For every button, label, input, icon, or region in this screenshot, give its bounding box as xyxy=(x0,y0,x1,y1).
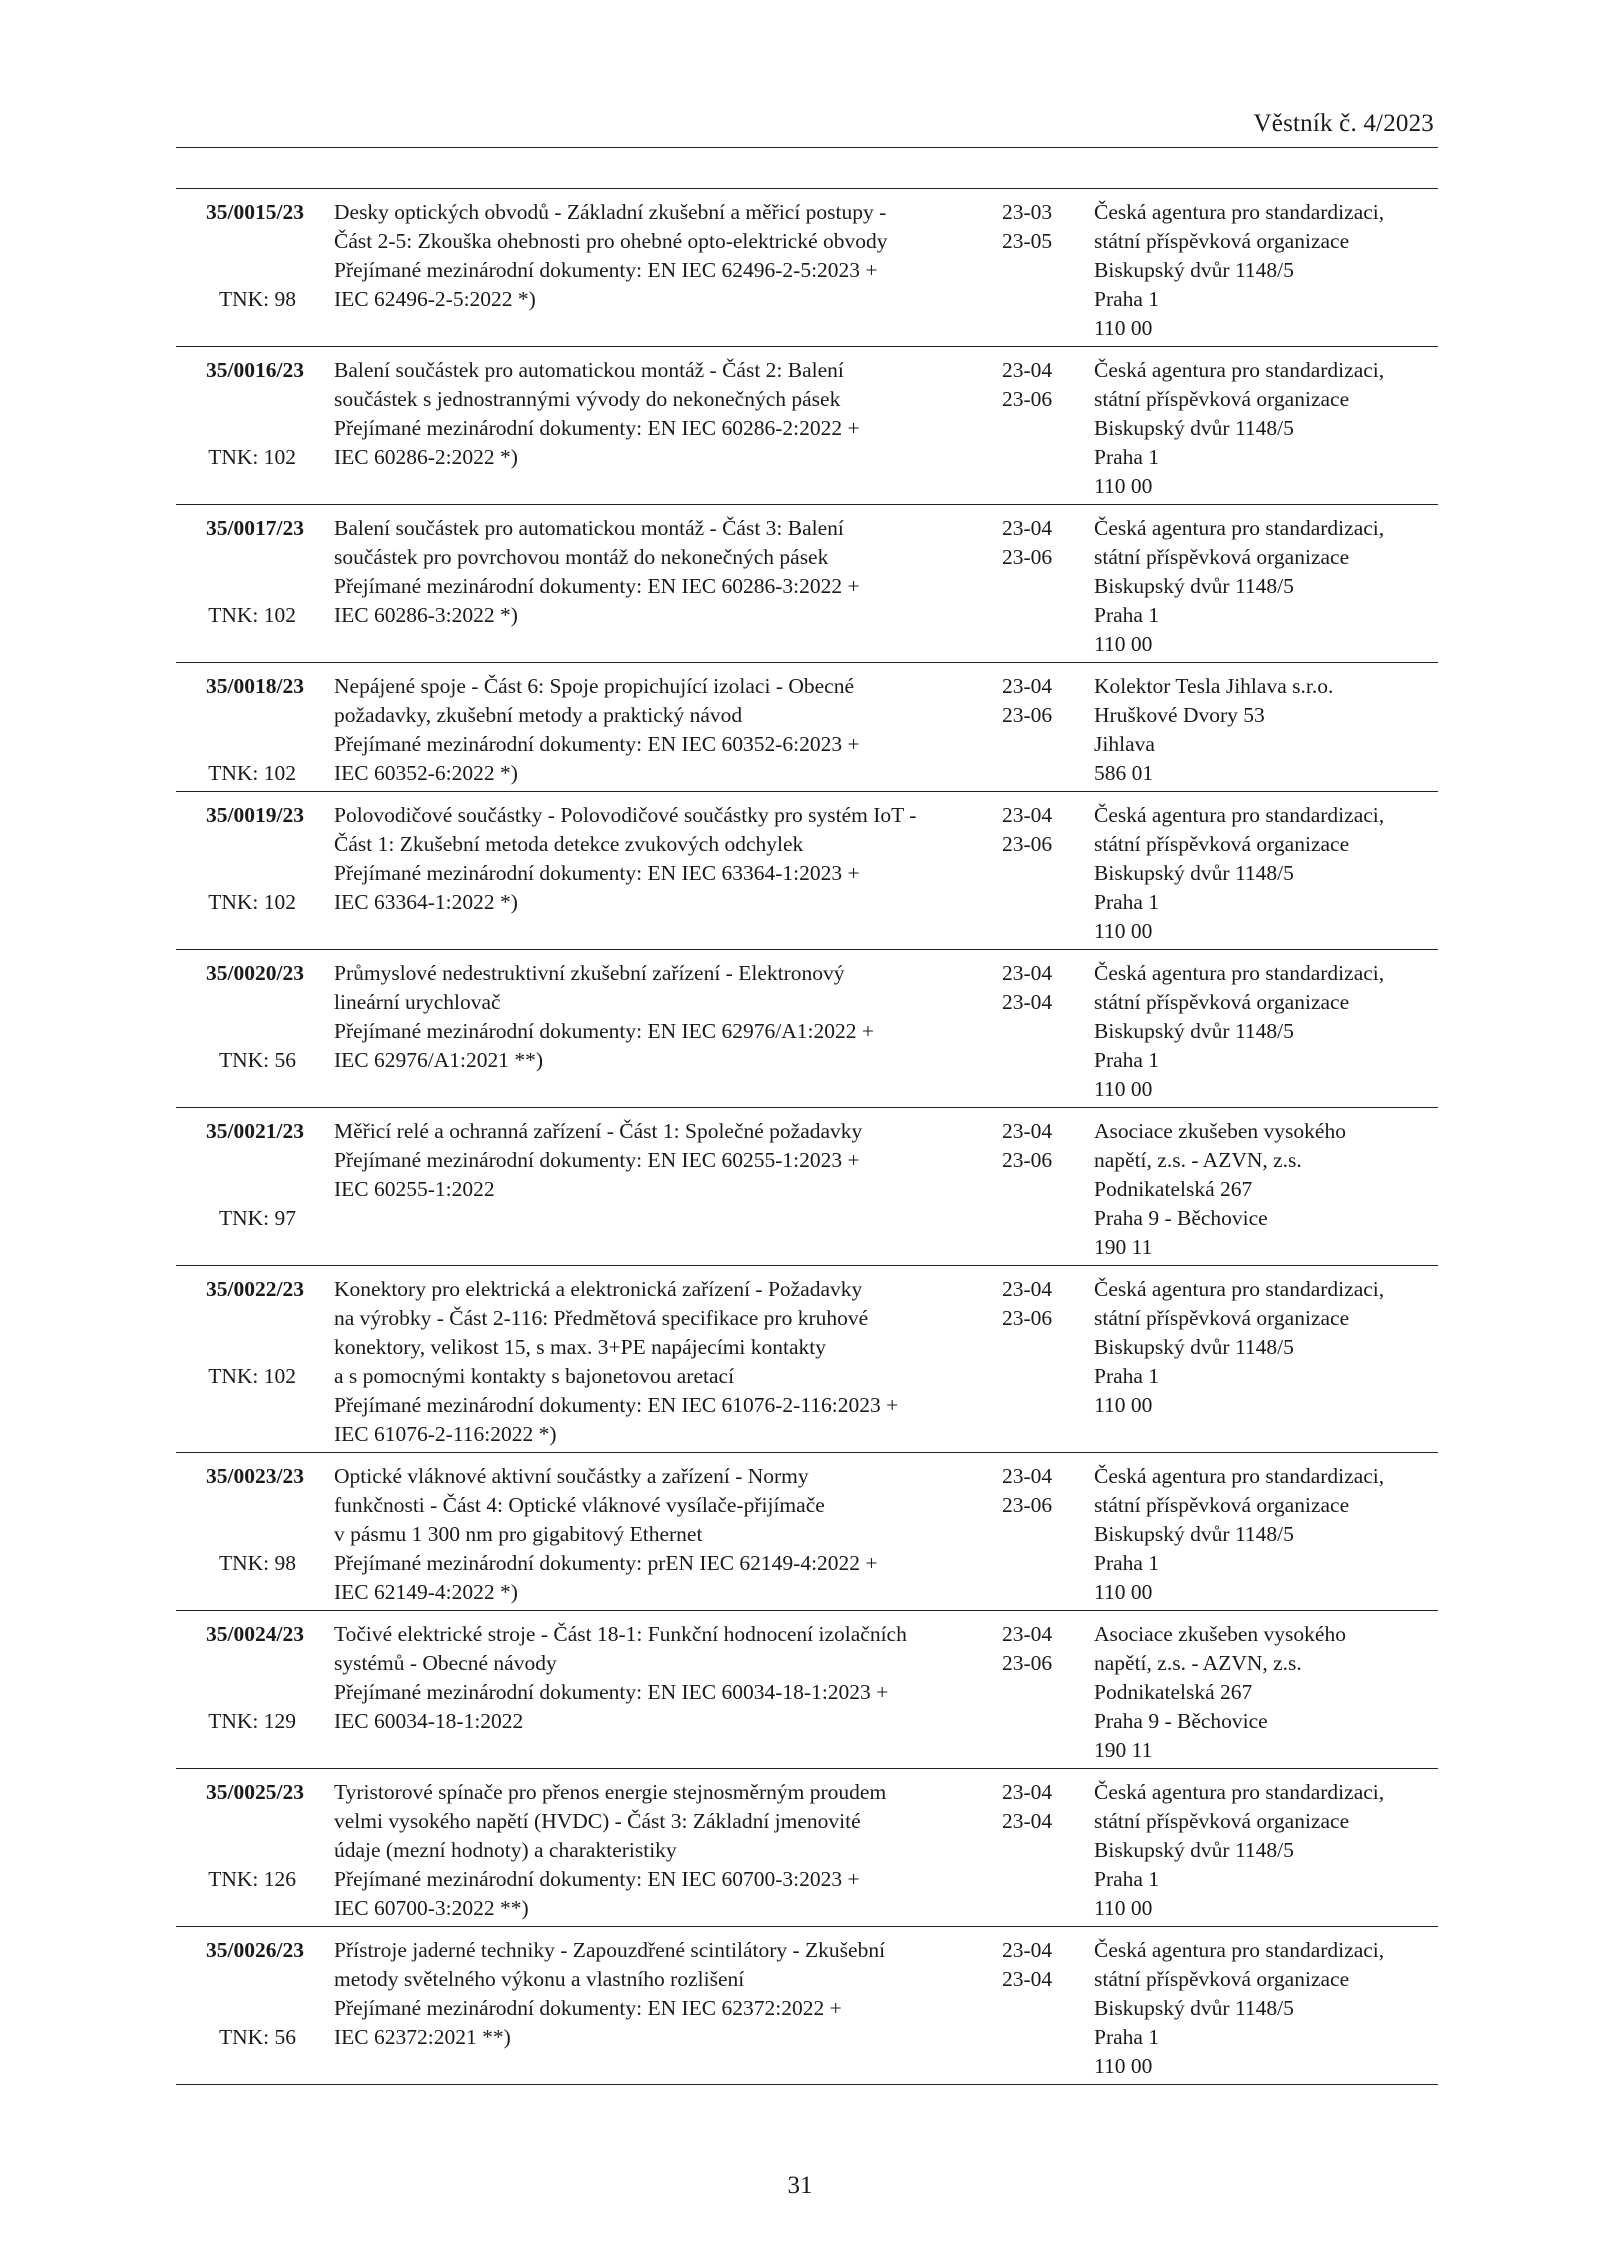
description-line: Přejímané mezinárodní dokumenty: EN IEC 62976/A1:2022 + xyxy=(334,1019,874,1043)
date-line: 23-04 xyxy=(1002,1780,1053,1804)
organization-line: Biskupský dvůr 1148/5 xyxy=(1094,574,1294,598)
description-line: metody světelného výkonu a vlastního rozlišení xyxy=(334,1967,745,1991)
organization-line: Česká agentura pro standardizaci, xyxy=(1094,1938,1385,1962)
description-line: Přejímané mezinárodní dokumenty: EN IEC 60034-18-1:2023 + xyxy=(334,1680,889,1704)
organization-line: Biskupský dvůr 1148/5 xyxy=(1094,1019,1294,1043)
description-line: Část 2-5: Zkouška ohebnosti pro ohebné opto-elektrické obvody xyxy=(334,229,888,253)
entry-id: 35/0026/23 xyxy=(206,1938,304,1962)
description-line: IEC 60255-1:2022 xyxy=(334,1177,495,1201)
date-line: 23-04 xyxy=(1002,1464,1053,1488)
entry-id: 35/0022/23 xyxy=(206,1277,304,1301)
description-line: Konektory pro elektrická a elektronická zařízení - Požadavky xyxy=(334,1277,863,1301)
entry-tnk: TNK: 56 xyxy=(218,1048,296,1072)
organization-line: státní příspěvková organizace xyxy=(1094,990,1350,1014)
description-line: Přejímané mezinárodní dokumenty: prEN IEC 62149-4:2022 + xyxy=(334,1551,878,1575)
entry-id: 35/0021/23 xyxy=(206,1119,304,1143)
organization-line: 110 00 xyxy=(1094,474,1153,498)
entry-organization xyxy=(1094,801,1438,946)
journal-title: Věstník č. 4/2023 xyxy=(1253,110,1434,137)
organization-line: Praha 1 xyxy=(1094,1048,1160,1072)
organization-line: Praha 1 xyxy=(1094,1867,1160,1891)
entry-tnk: TNK: 102 xyxy=(208,761,296,785)
description-line: IEC 60700-3:2022 **) xyxy=(334,1896,529,1920)
page-header xyxy=(176,110,1438,148)
entry-organization xyxy=(1094,198,1438,343)
entry-dates xyxy=(1002,514,1072,572)
organization-line: napětí, z.s. - AZVN, z.s. xyxy=(1094,1651,1302,1675)
organization-line: státní příspěvková organizace xyxy=(1094,545,1350,569)
organization-line: Biskupský dvůr 1148/5 xyxy=(1094,1335,1294,1359)
entry-organization xyxy=(1094,1117,1438,1262)
description-line: velmi vysokého napětí (HVDC) - Část 3: Základní jmenovité xyxy=(334,1809,861,1833)
entry-description xyxy=(334,1936,994,2052)
table-row xyxy=(176,792,1438,950)
description-line: Přejímané mezinárodní dokumenty: EN IEC 60255-1:2023 + xyxy=(334,1148,860,1172)
entry-dates xyxy=(1002,356,1072,414)
table-row xyxy=(176,1611,1438,1769)
table-row xyxy=(176,663,1438,792)
description-line: součástek pro povrchovou montáž do nekonečných pásek xyxy=(334,545,829,569)
entry-organization xyxy=(1094,1778,1438,1923)
entry-organization xyxy=(1094,1275,1438,1420)
description-line: Přejímané mezinárodní dokumenty: EN IEC 60352-6:2023 + xyxy=(334,732,860,756)
organization-line: 110 00 xyxy=(1094,1077,1153,1101)
organization-line: státní příspěvková organizace xyxy=(1094,229,1350,253)
description-line: Polovodičové součástky - Polovodičové součástky pro systém IoT - xyxy=(334,803,917,827)
organization-line: 110 00 xyxy=(1094,316,1153,340)
entry-organization xyxy=(1094,1462,1438,1607)
date-line: 23-06 xyxy=(1002,832,1053,856)
organization-line: Podnikatelská 267 xyxy=(1094,1177,1253,1201)
entry-organization xyxy=(1094,672,1438,788)
description-line: Měřicí relé a ochranná zařízení - Část 1: Společné požadavky xyxy=(334,1119,863,1143)
organization-line: Biskupský dvůr 1148/5 xyxy=(1094,1838,1294,1862)
table-row xyxy=(176,347,1438,505)
description-line: Optické vláknové aktivní součástky a zařízení - Normy xyxy=(334,1464,809,1488)
entry-dates xyxy=(1002,959,1072,1017)
entry-id: 35/0024/23 xyxy=(206,1622,304,1646)
date-line: 23-04 xyxy=(1002,961,1053,985)
entry-tnk: TNK: 97 xyxy=(218,1206,296,1230)
description-line: konektory, velikost 15, s max. 3+PE napájecími kontakty xyxy=(334,1335,827,1359)
entry-dates xyxy=(1002,1620,1072,1678)
organization-line: státní příspěvková organizace xyxy=(1094,1967,1350,1991)
organization-line: Biskupský dvůr 1148/5 xyxy=(1094,258,1294,282)
organization-line: Biskupský dvůr 1148/5 xyxy=(1094,1996,1294,2020)
description-line: Přejímané mezinárodní dokumenty: EN IEC 60286-3:2022 + xyxy=(334,574,860,598)
entry-id: 35/0015/23 xyxy=(206,200,304,224)
entry-tnk: TNK: 56 xyxy=(218,2025,296,2049)
organization-line: státní příspěvková organizace xyxy=(1094,387,1350,411)
description-line: Přejímané mezinárodní dokumenty: EN IEC 62496-2-5:2023 + xyxy=(334,258,878,282)
description-line: Desky optických obvodů - Základní zkušební a měřicí postupy - xyxy=(334,200,887,224)
entry-dates xyxy=(1002,1936,1072,1994)
organization-line: 190 11 xyxy=(1094,1235,1153,1259)
date-line: 23-06 xyxy=(1002,703,1053,727)
date-line: 23-04 xyxy=(1002,803,1053,827)
organization-line: Česká agentura pro standardizaci, xyxy=(1094,358,1385,382)
description-line: IEC 60286-3:2022 *) xyxy=(334,603,518,627)
date-line: 23-06 xyxy=(1002,1493,1053,1517)
entry-description xyxy=(334,1620,994,1736)
description-line: údaje (mezní hodnoty) a charakteristiky xyxy=(334,1838,677,1862)
description-line: IEC 62976/A1:2021 **) xyxy=(334,1048,544,1072)
entry-description xyxy=(334,801,994,917)
date-line: 23-04 xyxy=(1002,674,1053,698)
entry-organization xyxy=(1094,1620,1438,1765)
description-line: Přejímané mezinárodní dokumenty: EN IEC 62372:2022 + xyxy=(334,1996,842,2020)
table-row xyxy=(176,950,1438,1108)
date-line: 23-04 xyxy=(1002,516,1053,540)
entry-organization xyxy=(1094,959,1438,1104)
organization-line: 110 00 xyxy=(1094,1393,1153,1417)
organization-line: Praha 9 - Běchovice xyxy=(1094,1709,1268,1733)
entry-id: 35/0023/23 xyxy=(206,1464,304,1488)
date-line: 23-04 xyxy=(1002,1938,1053,1962)
date-line: 23-04 xyxy=(1002,1967,1053,1991)
entry-tnk: TNK: 126 xyxy=(208,1867,296,1891)
description-line: požadavky, zkušební metody a praktický návod xyxy=(334,703,743,727)
organization-line: Biskupský dvůr 1148/5 xyxy=(1094,1522,1294,1546)
organization-line: Praha 1 xyxy=(1094,890,1160,914)
organization-line: Česká agentura pro standardizaci, xyxy=(1094,803,1385,827)
organization-line: státní příspěvková organizace xyxy=(1094,1306,1350,1330)
description-line: IEC 60034-18-1:2022 xyxy=(334,1709,524,1733)
entry-id: 35/0025/23 xyxy=(206,1780,304,1804)
organization-line: 190 11 xyxy=(1094,1738,1153,1762)
organization-line: státní příspěvková organizace xyxy=(1094,832,1350,856)
organization-line: Praha 1 xyxy=(1094,2025,1160,2049)
description-line: systémů - Obecné návody xyxy=(334,1651,557,1675)
description-line: Tyristorové spínače pro přenos energie stejnosměrným proudem xyxy=(334,1780,887,1804)
entry-description xyxy=(334,1275,994,1449)
organization-line: Česká agentura pro standardizaci, xyxy=(1094,1277,1385,1301)
entry-tnk: TNK: 129 xyxy=(208,1709,296,1733)
date-line: 23-04 xyxy=(1002,1809,1053,1833)
entry-description xyxy=(334,959,994,1075)
entry-description xyxy=(334,1117,994,1204)
description-line: a s pomocnými kontakty s bajonetovou aretací xyxy=(334,1364,735,1388)
organization-line: Biskupský dvůr 1148/5 xyxy=(1094,861,1294,885)
organization-line: Asociace zkušeben vysokého xyxy=(1094,1622,1346,1646)
entry-id: 35/0018/23 xyxy=(206,674,304,698)
table-row xyxy=(176,505,1438,663)
organization-line: Asociace zkušeben vysokého xyxy=(1094,1119,1346,1143)
organization-line: Česká agentura pro standardizaci, xyxy=(1094,200,1385,224)
entry-description xyxy=(334,514,994,630)
table-row xyxy=(176,1453,1438,1611)
entry-tnk: TNK: 102 xyxy=(208,890,296,914)
description-line: Přejímané mezinárodní dokumenty: EN IEC 60286-2:2022 + xyxy=(334,416,860,440)
organization-line: Praha 1 xyxy=(1094,1551,1160,1575)
description-line: IEC 60286-2:2022 *) xyxy=(334,445,518,469)
organization-line: 110 00 xyxy=(1094,1896,1153,1920)
date-line: 23-06 xyxy=(1002,1148,1053,1172)
entry-description xyxy=(334,1778,994,1923)
date-line: 23-04 xyxy=(1002,1277,1053,1301)
description-line: IEC 62149-4:2022 *) xyxy=(334,1580,518,1604)
description-line: Přístroje jaderné techniky - Zapouzdřené scintilátory - Zkušební xyxy=(334,1938,886,1962)
organization-line: Biskupský dvůr 1148/5 xyxy=(1094,416,1294,440)
organization-line: Praha 9 - Běchovice xyxy=(1094,1206,1268,1230)
entry-id: 35/0017/23 xyxy=(206,516,304,540)
entry-id: 35/0020/23 xyxy=(206,961,304,985)
organization-line: Praha 1 xyxy=(1094,1364,1160,1388)
date-line: 23-05 xyxy=(1002,229,1053,253)
entry-description xyxy=(334,356,994,472)
description-line: Část 1: Zkušební metoda detekce zvukových odchylek xyxy=(334,832,804,856)
entry-dates xyxy=(1002,1462,1072,1520)
description-line: Nepájené spoje - Část 6: Spoje propichující izolaci - Obecné xyxy=(334,674,855,698)
table-row xyxy=(176,189,1438,347)
page-number: 31 xyxy=(787,2172,813,2199)
description-line: IEC 62372:2021 **) xyxy=(334,2025,511,2049)
description-line: Balení součástek pro automatickou montáž - Část 2: Balení xyxy=(334,358,844,382)
organization-line: 110 00 xyxy=(1094,919,1153,943)
date-line: 23-06 xyxy=(1002,1306,1053,1330)
date-line: 23-03 xyxy=(1002,200,1053,224)
organization-line: 110 00 xyxy=(1094,2054,1153,2078)
description-line: Přejímané mezinárodní dokumenty: EN IEC 61076-2-116:2023 + xyxy=(334,1393,899,1417)
organization-line: Česká agentura pro standardizaci, xyxy=(1094,1464,1385,1488)
organization-line: 586 01 xyxy=(1094,761,1154,785)
organization-line: Praha 1 xyxy=(1094,287,1160,311)
organization-line: 110 00 xyxy=(1094,632,1153,656)
organization-line: Jihlava xyxy=(1094,732,1155,756)
organization-line: státní příspěvková organizace xyxy=(1094,1809,1350,1833)
entry-id: 35/0019/23 xyxy=(206,803,304,827)
organization-line: Česká agentura pro standardizaci, xyxy=(1094,516,1385,540)
entry-dates xyxy=(1002,672,1072,730)
description-line: Točivé elektrické stroje - Část 18-1: Funkční hodnocení izolačních xyxy=(334,1622,907,1646)
description-line: IEC 61076-2-116:2022 *) xyxy=(334,1422,557,1446)
description-line: Průmyslové nedestruktivní zkušební zařízení - Elektronový xyxy=(334,961,845,985)
description-line: v pásmu 1 300 nm pro gigabitový Ethernet xyxy=(334,1522,703,1546)
table-row xyxy=(176,1927,1438,2085)
date-line: 23-04 xyxy=(1002,1119,1053,1143)
table-row xyxy=(176,1266,1438,1453)
description-line: funkčnosti - Část 4: Optické vláknové vysílače-přijímače xyxy=(334,1493,825,1517)
organization-line: Praha 1 xyxy=(1094,445,1160,469)
organization-line: 110 00 xyxy=(1094,1580,1153,1604)
entry-description xyxy=(334,198,994,314)
date-line: 23-06 xyxy=(1002,545,1053,569)
entry-tnk: TNK: 102 xyxy=(208,445,296,469)
entry-tnk: TNK: 102 xyxy=(208,603,296,627)
date-line: 23-04 xyxy=(1002,358,1053,382)
organization-line: Česká agentura pro standardizaci, xyxy=(1094,1780,1385,1804)
entry-dates xyxy=(1002,1117,1072,1175)
description-line: na výrobky - Část 2-116: Předmětová specifikace pro kruhové xyxy=(334,1306,869,1330)
entry-organization xyxy=(1094,514,1438,659)
description-line: Přejímané mezinárodní dokumenty: EN IEC 60700-3:2023 + xyxy=(334,1867,860,1891)
description-line: IEC 60352-6:2022 *) xyxy=(334,761,518,785)
standards-table xyxy=(176,188,1438,2085)
entry-id: 35/0016/23 xyxy=(206,358,304,382)
date-line: 23-06 xyxy=(1002,1651,1053,1675)
entry-dates xyxy=(1002,801,1072,859)
organization-line: napětí, z.s. - AZVN, z.s. xyxy=(1094,1148,1302,1172)
organization-line: Kolektor Tesla Jihlava s.r.o. xyxy=(1094,674,1334,698)
entry-dates xyxy=(1002,198,1072,256)
entry-description xyxy=(334,1462,994,1607)
description-line: IEC 63364-1:2022 *) xyxy=(334,890,518,914)
organization-line: Podnikatelská 267 xyxy=(1094,1680,1253,1704)
entry-tnk: TNK: 98 xyxy=(218,1551,296,1575)
table-row xyxy=(176,1769,1438,1927)
entry-dates xyxy=(1002,1275,1072,1333)
organization-line: Česká agentura pro standardizaci, xyxy=(1094,961,1385,985)
date-line: 23-04 xyxy=(1002,990,1053,1014)
entry-organization xyxy=(1094,1936,1438,2081)
description-line: součástek s jednostrannými vývody do nekonečných pásek xyxy=(334,387,841,411)
description-line: Balení součástek pro automatickou montáž - Část 3: Balení xyxy=(334,516,844,540)
date-line: 23-04 xyxy=(1002,1622,1053,1646)
organization-line: Praha 1 xyxy=(1094,603,1160,627)
date-line: 23-06 xyxy=(1002,387,1053,411)
entry-description xyxy=(334,672,994,788)
entry-organization xyxy=(1094,356,1438,501)
description-line: lineární urychlovač xyxy=(334,990,501,1014)
description-line: IEC 62496-2-5:2022 *) xyxy=(334,287,536,311)
organization-line: státní příspěvková organizace xyxy=(1094,1493,1350,1517)
table-row xyxy=(176,1108,1438,1266)
entry-tnk: TNK: 98 xyxy=(218,287,296,311)
entry-dates xyxy=(1002,1778,1072,1836)
organization-line: Hruškové Dvory 53 xyxy=(1094,703,1265,727)
entry-tnk: TNK: 102 xyxy=(208,1364,296,1388)
description-line: Přejímané mezinárodní dokumenty: EN IEC 63364-1:2023 + xyxy=(334,861,860,885)
